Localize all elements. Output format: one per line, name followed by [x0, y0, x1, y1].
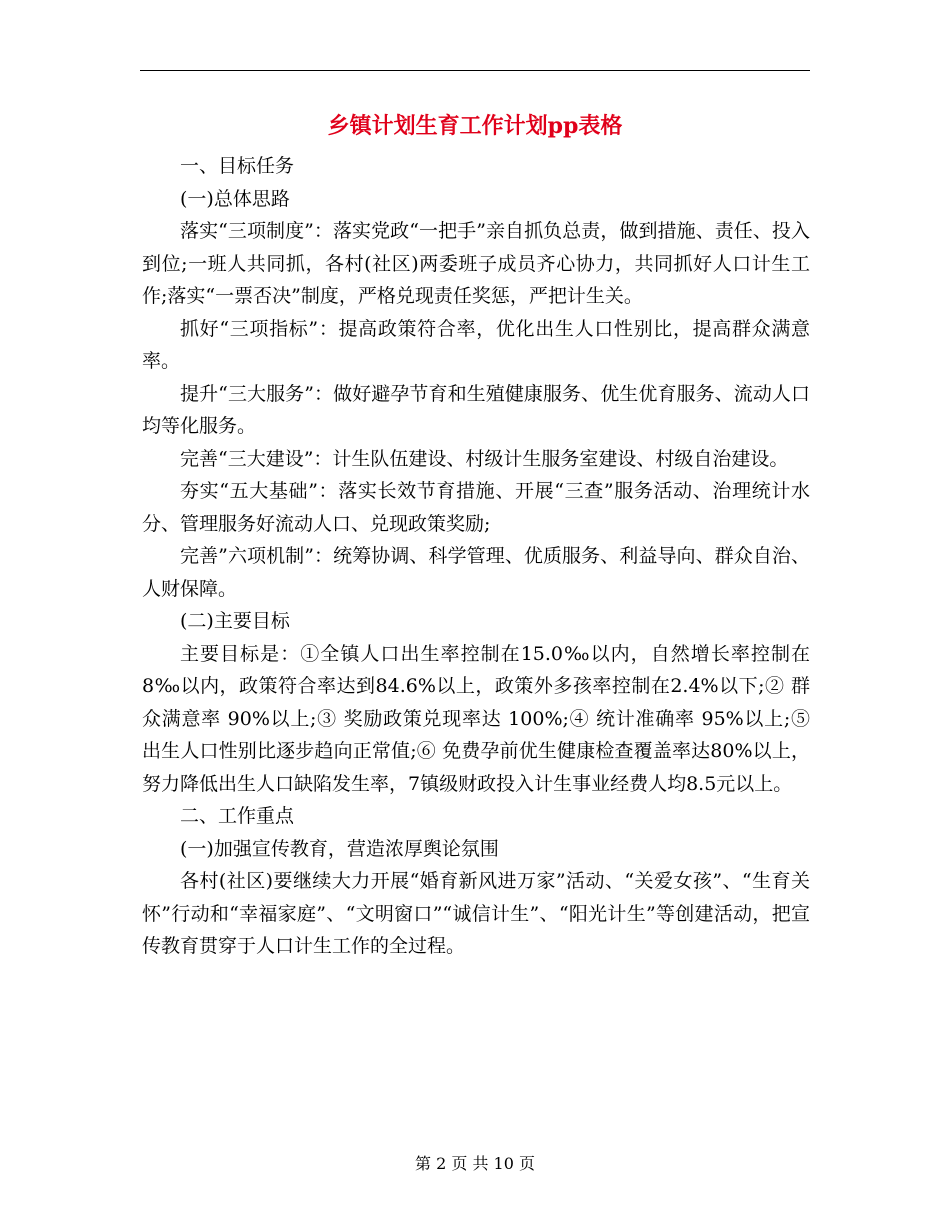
paragraph-three-constructions: 完善“三大建设”：计生队伍建设、村级计生服务室建设、村级自治建设。 [180, 447, 789, 470]
paragraph-five-foundations: 夯实“五大基础”：落实长效节育措施、开展“三查”服务活动、治理统计水分、管理服务好流动人口、兑现政策奖励; [142, 480, 810, 535]
heading-work-focus: 二、工作重点 [180, 805, 295, 827]
page-number: 第 2 页 共 10 页 [415, 1154, 535, 1173]
header-rule [140, 70, 810, 71]
subheading-publicity-education: (一)加强宣传教育，营造浓厚舆论氛围 [180, 837, 499, 860]
paragraph-three-services: 提升“三大服务”：做好避孕节育和生殖健康服务、优生优育服务、流动人口均等化服务。 [142, 382, 810, 437]
paragraph-three-systems: 落实“三项制度”：落实党政“一把手”亲自抓负总责，做到措施、责任、投入到位;一班人共同抓，各村(社区)两委班子成员齐心协力，共同抓好人口计生工作;落实“一票否决”制度，严格兑现责任奖惩，严把计生关。 [142, 220, 810, 307]
paragraph-publicity-activities: 各村(社区)要继续大力开展“婚育新风进万家”活动、“关爱女孩”、“生育关怀”行动和“幸福家庭”、“文明窗口”“诚信计生”、“阳光计生”等创建活动，把宣传教育贯穿于人口计生工作的全过程。 [142, 870, 810, 957]
paragraph-main-targets: 主要目标是：①全镇人口出生率控制在15.0‰以内，自然增长率控制在8‰以内，政策符合率达到84.6%以上，政策外多孩率控制在2.4%以下;② 群众满意率 90%以上;③ 奖励政策兑现率达 100%;④ 统计准确率 95%以上;⑤ 出生人口性别比逐步趋向正常值;⑥ 免费孕前优生健康检查覆盖率达80%以上，努力降低出生人口缺陷发生率，7镇级财政投入计生事业经费人均8.5元以上。 [142, 642, 810, 795]
subheading-main-targets: (二)主要目标 [180, 610, 290, 632]
subheading-overall-approach: (一)总体思路 [180, 187, 290, 210]
document-title: 乡镇计划生育工作计划pp表格 [327, 113, 623, 139]
document-body [142, 150, 810, 963]
paragraph-three-indicators: 抓好“三项指标”：提高政策符合率，优化出生人口性别比，提高群众满意率。 [142, 317, 810, 372]
heading-goals: 一、目标任务 [180, 155, 295, 177]
paragraph-six-mechanisms: 完善”六项机制”：统筹协调、科学管理、优质服务、利益导向、群众自治、人财保障。 [142, 545, 810, 600]
